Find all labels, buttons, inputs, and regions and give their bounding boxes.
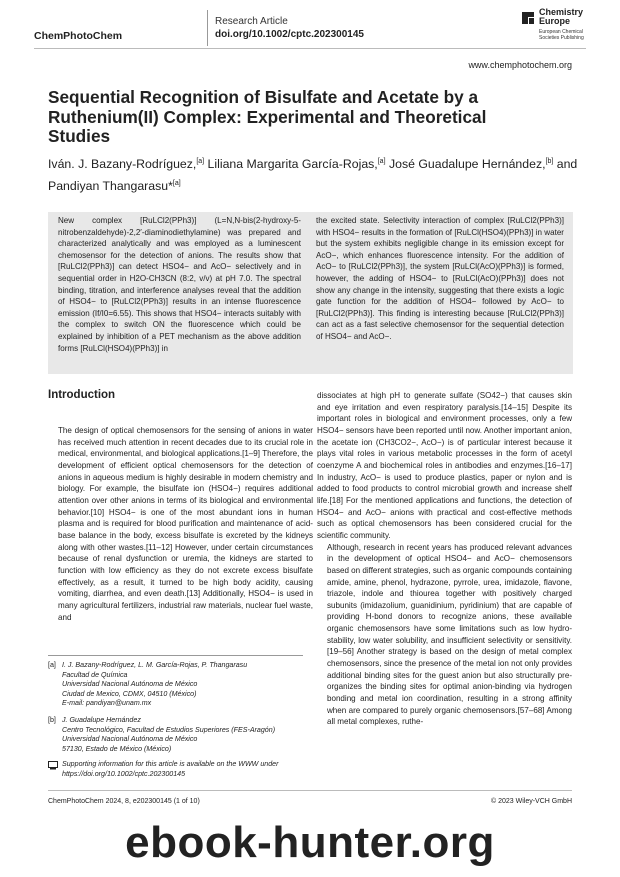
- author-affiliation: [a]: [196, 158, 205, 165]
- article-title: Sequential Recognition of Bisulfate and Acetate by a Ruthenium(II) Complex: Experimental and Theoretical Studies: [48, 87, 487, 146]
- footnote-label: [a]: [48, 661, 56, 669]
- author-name: Liliana Margarita García-Rojas,: [207, 157, 378, 172]
- header-divider: [207, 10, 208, 46]
- article-type: Research Article: [215, 16, 288, 27]
- author-affiliation: [a]: [172, 180, 181, 188]
- footer-copyright: © 2023 Wiley-VCH GmbH: [490, 798, 572, 805]
- publisher-line4: Societies Publishing: [539, 35, 584, 41]
- header-rule: [34, 48, 586, 49]
- author-list: [48, 152, 588, 196]
- doi-link[interactable]: doi.org/10.1002/cptc.202300145: [215, 29, 364, 40]
- intro-paragraph-right-2: Although, research in recent years has produced relevant advances in the development of optical HSO4− and AcO− chemosensors based on different strategies, such as organic compounds containing amide, amine, phenol, hydrazone, pyrrole, urea, imidazole, flavone, triazole, indole and thiourea together with positively charged subunits (imidazolium, guanidinium, pyridinium) that are capable of providing H-bond donors to recognize anions, these available organic chemosensors have some limitations such as low hydro-stability, low water solubility, and insufficient selectivity or sensitivity.[19–56] Another strategy is based on the design of metal complex chemosensors, since the presence of the metal ion not only provides additional binding sites for the guest anion but also structurally pre-organizes the binding sites for optimal anion-binding via hydrogen bonding and metal ion coordination, resulting in a strong affinity when are compared to purely organic chemosensors.[57–68] Among all metal complexes, ruthe-: [327, 542, 572, 727]
- footnote-affiliation-b: [48, 716, 303, 754]
- footnote-line: Universidad Nacional Autónoma de México: [62, 735, 198, 743]
- footer-rule: [48, 790, 572, 791]
- author-name: Iván. J. Bazany-Rodríguez,: [48, 157, 197, 172]
- footnote-line: Centro Tecnológico, Facultad de Estudios Superiores (FES-Aragón): [62, 725, 276, 734]
- publisher-line1: Chemistry: [539, 7, 584, 17]
- footnote-label: [b]: [48, 716, 56, 724]
- section-heading-introduction: Introduction: [48, 389, 116, 401]
- footnote-affiliation-a: [48, 661, 303, 709]
- abstract-right: the excited state. Selectivity interaction of complex [RuLCl2(PPh3)] with HSO4− results in the formation of [RuLCl(HSO4)(PPh3)] in water but the system exhibits negligible change in its emission except for AcO−, which enhances fluorescence intensity. For the addition of AcO− to [RuLCl2(PPh3)], the system [RuLCl(AcO)(PPh3)] is formed, however, the adding of HSO4− to [RuLCl(AcO)(PPh3)] does not show any change in the intensity, suggesting that there exists a logic gate function for the addition of HSO4− followed by AcO− to [RuLCl2(PPh3)]. This finding is interesting because [RuLCl2(PPh3)] can act as a fast selective chemosensor for the sequential detection of HSO4− and AcO−.: [316, 216, 564, 341]
- footnote-email-link[interactable]: E-mail: pandiyan@unam.mx: [62, 699, 152, 707]
- journal-website-link[interactable]: www.chemphotochem.org: [468, 60, 572, 70]
- author-name: José Guadalupe Hernández,: [388, 157, 546, 172]
- author-affiliation: [b]: [545, 158, 554, 165]
- footnote-line: Ciudad de Mexico, CDMX, 04510 (México): [62, 689, 197, 698]
- footnote-line: 57130, Estado de México (México): [62, 744, 172, 753]
- publisher-line2: Europe: [539, 16, 571, 26]
- publisher-line3: European Chemical: [539, 29, 583, 35]
- footnote-supporting-info: [48, 760, 303, 779]
- chemistry-europe-logo-icon: [520, 10, 536, 26]
- watermark: ebook-hunter.org: [125, 818, 495, 867]
- intro-paragraph-left: The design of optical chemosensors for the sensing of anions in water has received much attention in recent decades due to its crucial role in medical, environmental, and biological applications.[1–9] Therefore, the development of efficient optical chemosensors for the detection of anions in aqueous medium is highly desirable in modern chemistry and biology. For example, the bisulfate ion (HSO4−) requires additional attention over other anions in terms of its biological and environmental behavior.[10] HSO4− is one of the most abundant ions in human plasma and is required for blood purification and maintenance of acid-base balance in the body, excess bisulfate is excreted by the kidneys along with other wastes.[11–12] However, under certain circumstances because of renal dysfunction or uremia, the kidneys are started to function with low efficiency as they do not excrete excess bisulfate effectively, as a result, it turned to be high body acidity, causing vomiting, diarrhea, and even death.[13] Additionally, HSO4− is used in many agricultural fertilizers, industrial raw materials, nuclear fuel waste, and: [58, 426, 313, 622]
- document-icon: [48, 761, 58, 770]
- footnote-rule: [48, 655, 303, 656]
- footnote-line: Facultad de Química: [62, 670, 128, 679]
- abstract-left: New complex [RuLCl2(PPh3)] (L=N,N-bis(2-hydroxy-5-nitrobenzaldehyde)-2,2′-diaminodiethylamine) was prepared and characterized analytically and was employed as a luminescent chemosensor for the detection of anions. The results show that [RuLCl2(PPh3)] can detect HSO4− and AcO− selectively and in sequential order in H2O-CH3CN (8:2, v/v) at pH 7.0. The spectral binding, titration, and interference analyses reveal that the addition of HSO4− to [RuLCl2(PPh3)] results in an intense fluorescence emission (If/I0=6.55). This shows that HSO4− interacts suitably with the complex to switch ON the fluorescence which could be explained by inhibition of a PET mechanism as the above addition forms [RuLCl(HSO4)(PPh3)] in: [58, 216, 301, 353]
- supporting-info-link[interactable]: Supporting information for this article is available on the WWW under https://doi.org/10.1002/cptc.202300145: [62, 760, 279, 778]
- footnote-line: J. Guadalupe Hernández: [62, 716, 141, 724]
- publisher-logo: [520, 8, 590, 48]
- abstract-box: [48, 212, 573, 374]
- author-affiliation: [a]: [377, 158, 386, 165]
- header-journal: ChemPhotoChem: [34, 30, 123, 42]
- footnote-line: Universidad Nacional Autónoma de México: [62, 680, 198, 688]
- footnote-line: I. J. Bazany-Rodríguez, L. M. García-Rojas, P. Thangarasu: [62, 661, 248, 669]
- author-name: and Pandiyan Thangarasu*: [48, 157, 578, 194]
- intro-right-column: [317, 390, 572, 728]
- intro-paragraph-right-1: dissociates at high pH to generate sulfate (SO42−) that causes skin and eye irritation and even respiratory paralysis.[14–15] Despite its important roles in biological and environment processes, only a few HSO4− sensors have been reported until now. Another important anion, the acetate ion (CH3CO2−, AcO−) is of particular interest because it plays vital roles in various metabolic processes in the form of acetyl coenzyme A and biochemical roles in antibodies and enzymes.[16–17] In industry, AcO− is used to produce plastics, paper or nylon and is added to food products to control microbial growth and increase shelf life.[18] For the mentioned applications and functions, the detection of HSO4− and AcO− anions with practical and cost-effective methods such as optical chemosensors has been considered crucial for the scientific community.: [317, 391, 572, 540]
- footer-citation: ChemPhotoChem 2024, 8, e202300145 (1 of 10): [48, 798, 200, 805]
